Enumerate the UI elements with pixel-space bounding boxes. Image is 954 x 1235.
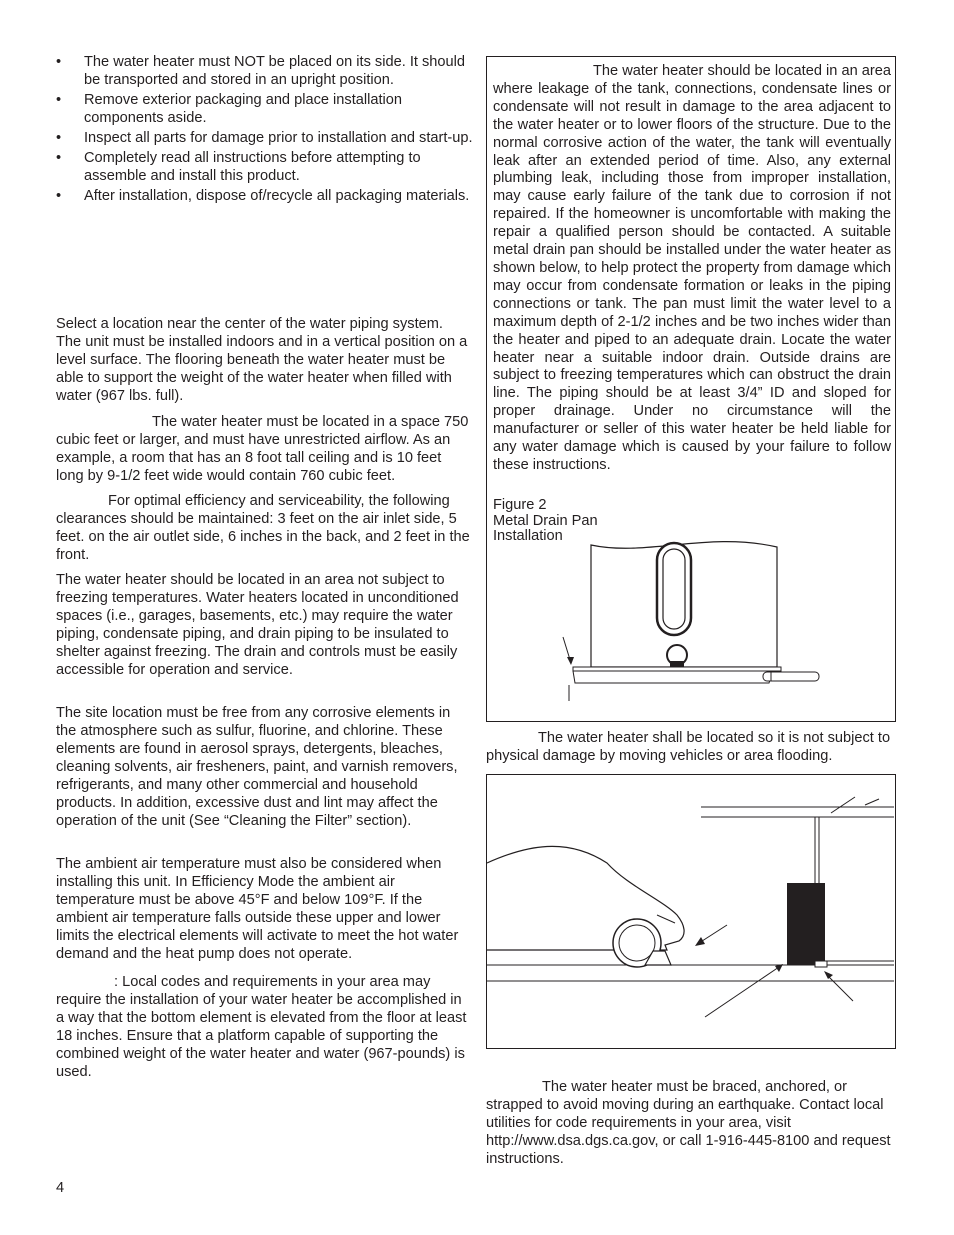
drain-pan-text: The water heater should be located in an area where leakage of the tank, connections, condensate lines or condensate will not result in damage to the area adjacent to the water heater or to lower floors of the structure. Due to the normal corrosive action of the water, the tank will eventually leak after an extended period of time. Also, any external plumbing leak, including those from improper installation, may cause early failure of the tank due to corrosion if not repaired. If the homeowner is uncomfortable with making the repair a qualified person should be contacted. A suitable metal drain pan should be installed under the water heater as shown below, to help protect the property from damage which may occur from condensate formation or leaks in the piping connections or tank. The pan must limit the water level to a maximum depth of 2-1/2 inches and be two inches wider than the heater and piped to an adequate drain. Locate the water heater near a suitable indoor drain. Outside drains are subject to freezing temperatures which can obstruct the drain line. The piping should be at least 3/4” ID and sloped for proper drainage. Under no circumstance will the manufacturer or seller of this water heater be held liable for any water damage which is caused by your failure to follow these instructions. [493, 63, 891, 473]
elevation-paragraph: : Local codes and requirements in your area may require the installation of your water heater be accomplished in a way that the bottom element is elevated from the floor at least 18 inches. Ensure that a platform capable of supporting the combined weight of the water heater and water (967-pounds) is used. [56, 974, 467, 1080]
garage-illustration [487, 775, 894, 1047]
vehicle-damage-paragraph: The water heater shall be located so it is not subject to physical damage by moving vehicles or area flooding. [486, 730, 891, 764]
clearances-paragraph: For optimal efficiency and serviceability, the following clearances should be maintained: 3 feet on the air inlet side, 5 feet. on the air outlet side, 6 inches in the back, and 2 feet in the front. [56, 493, 470, 563]
list-item: • Inspect all parts for damage prior to installation and start-up. [56, 130, 473, 146]
preparation-list [56, 53, 474, 207]
list-item: • Remove exterior packaging and place installation components aside. [56, 92, 403, 126]
corrosive-paragraph: The site location must be free from any corrosive elements in the atmosphere such as sulfur, fluorine, and chlorine. These elements are found in aerosol sprays, detergents, bleaches, cleaning solvents, air fresheners, paint, and varnish removers, refrigerants, and many other commercial and household products. In addition, excessive dust and lint may affect the operation of the unit (See “Cleaning the Filter” section). [56, 705, 458, 829]
drain-pan-box [486, 56, 896, 722]
figure-caption: Figure 2 Metal Drain Pan Installation [493, 497, 598, 544]
earthquake-paragraph: The water heater must be braced, anchored, or strapped to avoid moving during an earthquake. Contact local utilities for code requirements in your area, visit http://www.dsa.dgs.ca.gov, or call 1-916-445-8100 and request instructions. [486, 1079, 891, 1167]
space-requirement-paragraph: The water heater must be located in a space 750 cubic feet or larger, and must have unrestricted airflow. As an example, a room that has an 8 foot tall ceiling and is 10 feet long by 9-1/2 feet wide would contain 760 cubic feet. [56, 414, 469, 484]
list-item: • After installation, dispose of/recycle all packaging materials. [56, 188, 470, 204]
freezing-paragraph: The water heater should be located in an area not subject to freezing temperatures. Water heaters located in unconditioned spaces (i.e., garages, basements, etc.) may require the water piping, condensate piping, and drain piping to be insulated to shelter against freezing. The drain and controls must be easily accessible for operation and service. [56, 572, 459, 678]
garage-figure [486, 774, 896, 1049]
ambient-temperature-paragraph: The ambient air temperature must also be considered when installing this unit. In Efficiency Mode the ambient air temperature must be above 45°F and below 109°F. If the ambient air temperature falls outside these upper and lower limits the electrical elements will activate to meet the hot water demand and the heat pump does not operate. [56, 856, 459, 962]
drain-pan-illustration [557, 535, 827, 705]
list-item: • Completely read all instructions before attempting to assemble and install this product. [56, 150, 421, 184]
list-item: • The water heater must NOT be placed on its side. It should be transported and stored in an upright position. [56, 54, 465, 88]
location-paragraph: Select a location near the center of the water piping system. The unit must be installed indoors and in a vertical position on a level surface. The flooring beneath the water heater must be able to support the weight of the water heater when filled with water (967 lbs. full). [56, 316, 468, 404]
page-number: 4 [56, 1180, 65, 1196]
